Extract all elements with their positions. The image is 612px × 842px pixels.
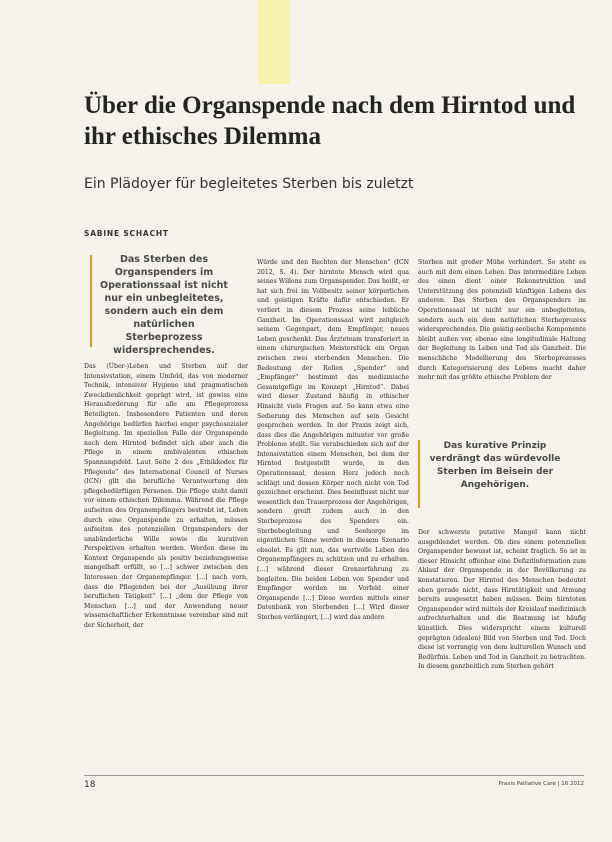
yellow-tape (258, 0, 290, 84)
pull-quote-2-bar (418, 440, 420, 508)
pull-quote-2: Das kurative Prinzip verdrängt das würdevolle Sterben im Beisein der Angehörigen. (429, 441, 561, 490)
body-column-1: Das (Über-)Leben und Sterben auf der Intensivstation, einem Umfeld, das von moderner Technik, intensiver Hygiene und pragmatischen Zweckdienlichkeit geprägt wird, ist gewiss eine Herausforderung für alle am Pflegeprozess Beteiligten. Insbesondere Patienten und deren Angehörige bedürfen hierbei enger psychosozialer Begleitung. Im speziellen Falle der Organspende nach dem Hirntod befindet sich aber auch die Pflege in einem ambivalenten ethischen Spannungsfeld. Laut Seite 2 des „Ethikkodex für Pflegende“ des International Council of Nurses (ICN) gilt die berufliche Verantwortung den pflegebedürftigen Personen. Die Pflege steht damit vor einem ethischen Dilemma. Während die Pflege aufseiten des Organempfängers bestrebt ist, Leben durch eine Organspende zu erhalten, müssen aufseiten des potenziellen Organspenders der unabänderliche Wille sowie die kurativen Perspektiven erhalten werden. Werden diese im Kontext Organspende als positiv beziehungsweise mangelhaft erfüllt, so […] schwer zwischen den Interessen der Organempfänger. […] nach vorn, dass die Pflegenden bei der „Ausübung ihrer beruflichen Tätigkeit“ […] „dem der Pflege von Menschen […] und der Anwendung neuer wissenschaftlicher Erkenntnisse vereinbar sind mit der Sicherheit, der (84, 363, 248, 630)
body-column-3-bottom: Der schwerste putative Mangel kann nicht ausgeblendet werden. Ob dies einem potenziellen Organspender bewusst ist, scheint fraglich. So ist in dieser Hinsicht offenbar eine Defizitinformation zum Ablauf der Organspende in der Bevölkerung zu konstatieren. Der Hirntod des Menschen bedeutet eben gerade nicht, dass Hirntätigkeit und Atmung bereits ausgesetzt haben müssen. Beim hirntoten Organspender wird mittels der Kreislauf medizinisch aufrechterhalten und die Beatmung ist häufig künstlich. Dies widerspricht einem kulturell geprägten (idealen) Bild von Sterben und Tod. Doch diese ist vorrangig von dem kulturellen Wunsch und Bedürfnis. Leben und Tod in Ganzheit zu betrachten. In diesem ganzheitlich zum Sterben gehört (418, 529, 586, 671)
article-title: Über die Organspende nach dem Hirntod und ihr ethisches Dilemma (84, 92, 576, 150)
body-column-3-top: Sterben mit großer Mühe verhindert. So steht es auch mit dem einen Leben. Das intermediäre Leben des einen dient einer Rekonstruktion und Unterstützung des potenziell künftigen Lebens des anderen. Das Sterben des Organspenders im Operationssaal ist nicht nur ein unbegleitetes, sondern auch ein dem natürlichen Sterbeprozess widersprechendes. Die geistig-seelische Komponente bleibt außen vor, ebenso eine longitudinale Haltung der Begleitung in Leben und Tod als Ganzheit. Die menschliche Modellierung des Sterbeprozesses durch Kategorisierung des Lebens macht daher mehr mit das größte ethische Problem der (418, 259, 586, 382)
article-author: SABINE SCHACHT (84, 229, 169, 238)
pull-quote-1-bar (90, 255, 92, 347)
footer-rule (84, 775, 584, 776)
page-number: 18 (84, 780, 96, 790)
body-column-2: Würde und den Rechten der Menschen“ (ICN 2012, S. 4). Der hirntote Mensch wird qua seines Willens zum Organspender. Das heißt, er hat sich frei im Vollbesitz seiner körperlichen und geistigen Kräfte dafür entschieden. Er verliert in diesem Prozess seine leibliche Ganzheit. Im Operationssaal wird zeitgleich seinem Gegenpart, dem Empfänger, neues Leben geschenkt. Das Ärzteteam transferiert in einem chirurgischen Meisterstück ein Organ zwischen zwei sterbenden Menschen. Die Bedeutung der Rollen „Spender“ und „Empfänger“ bestimmt das medizinische Gesamtgefüge im Konzept „Hirntod“. Dabei wird dieser Zustand häufig in ethischer Hinsicht viele Fragen auf. So kann etwa eine Sedierung des Menschen auf sein Gesicht gesprochen werden. In der Praxis zeigt sich, dass dies die Angehörigen mitunter vor große Probleme stellt. Sie verabschieden sich auf der Intensivstation einem Menschen, bei dem der Hirntod festgestellt wurde, in den Operationssaal, dessen Herz jedoch noch schlägt und dessen Körper noch nicht von Tod gezeichnet erscheint. Dies beeinflusst nicht nur wesentlich den Trauerprozess der Angehörigen, sondern greift zudem auch in den Sterbeprozess des Spenders ein. Sterbebegleitung und Seelsorge im eigentlichen Sinne werden in diesem Szenario obsolet. Es gilt nun, das wertvolle Leben des Organempfängers zu schützen und zu erhalten. […] während dieser Grenzerfahrung zu begleiten. Die beiden Leben von Spender und Empfänger werden im Vorfeld einer Organspende […] Diese werden mittels einer Datenbank von Sterbenden […] Wird dieser Sterben verlängert, […] wird das andere (257, 259, 409, 621)
pull-quote-1: Das Sterben des Organspenders im Operationssaal ist nicht nur ein unbegleitetes, sondern auch ein dem natürlichen Sterbeprozess widersprechendes. (100, 254, 228, 356)
journal-name: Praxis Palliative Care | 16 2012 (498, 781, 584, 787)
article-subtitle: Ein Plädoyer für begleitetes Sterben bis zuletzt (84, 176, 414, 192)
